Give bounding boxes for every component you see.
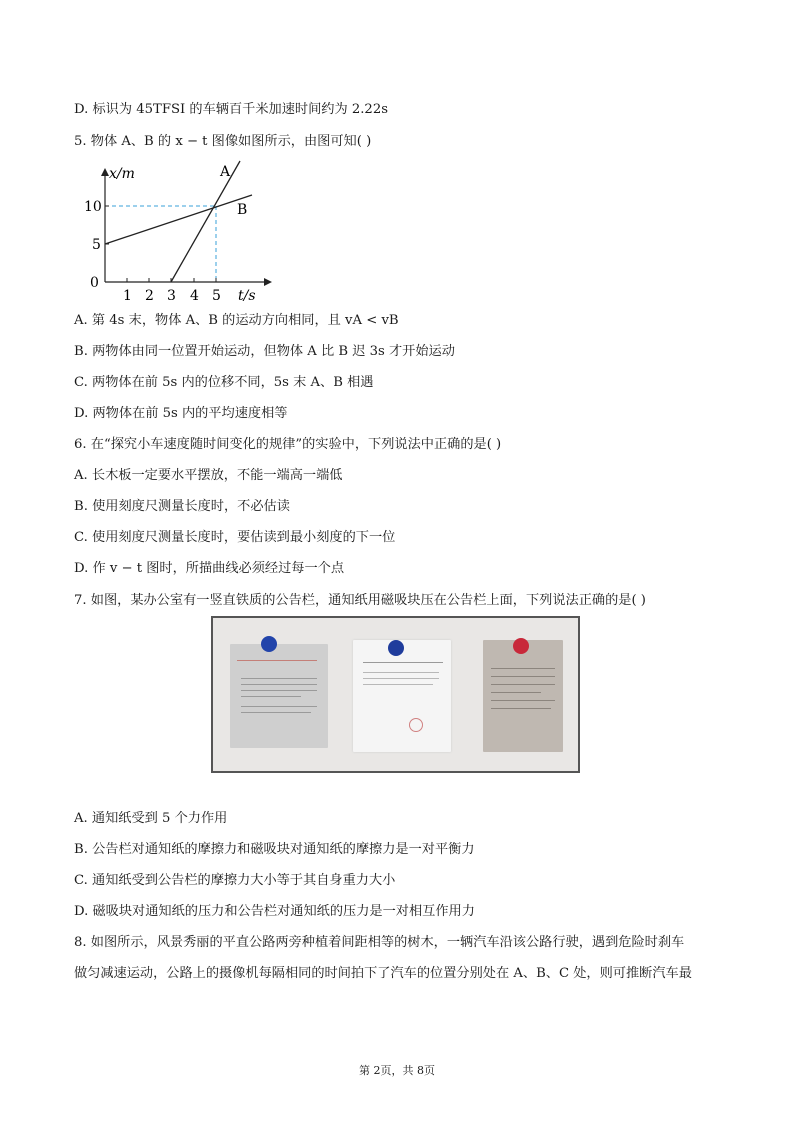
q7-option-d: D. 磁吸块对通知纸的压力和公告栏对通知纸的压力是一对相互作用力: [74, 904, 475, 919]
x-tick-3: 3: [167, 288, 176, 304]
q8-stem-line-2: 做匀减速运动，公路上的摄像机每隔相同的时间拍下了汽车的位置分别处在 A、B、C 处，则可推断汽车最: [74, 966, 692, 981]
q7-stem: 7. 如图，某办公室有一竖直铁质的公告栏，通知纸用磁吸块压在公告栏上面，下列说法正确的是( ): [74, 593, 646, 608]
q6-option-a: A. 长木板一定要水平摆放，不能一端高一端低: [74, 468, 343, 483]
x-tick-2: 2: [145, 288, 154, 304]
origin-label: 0: [90, 275, 99, 291]
y-axis-arrow: [101, 168, 109, 176]
q8-stem-line-1: 8. 如图所示，风景秀丽的平直公路两旁种植着间距相等的树木，一辆汽车沿该公路行驶，遇到危险时刹车: [74, 935, 685, 950]
q4-option-d: D. 标识为 45TFSI 的车辆百千米加速时间约为 2.22s: [74, 102, 388, 117]
page-footer: 第 2页，共 8页: [359, 1064, 435, 1077]
x-tick-5: 5: [212, 288, 221, 304]
magnet-1: [261, 636, 277, 652]
q7-option-a: A. 通知纸受到 5 个力作用: [74, 811, 228, 826]
y-tick-10: 10: [84, 199, 102, 215]
xt-graph: [74, 158, 274, 308]
notice-sheet-2: [353, 640, 451, 752]
x-axis-label: t/s: [238, 288, 256, 304]
notice-board-photo: [211, 616, 580, 773]
q5-option-b: B. 两物体由同一位置开始运动，但物体 A 比 B 迟 3s 才开始运动: [74, 344, 455, 359]
q6-option-b: B. 使用刻度尺测量长度时，不必估读: [74, 499, 290, 514]
line-b: [105, 195, 252, 244]
q5-option-d: D. 两物体在前 5s 内的平均速度相等: [74, 406, 288, 421]
magnet-2: [388, 640, 404, 656]
y-tick-5: 5: [92, 237, 101, 253]
q5-option-c: C. 两物体在前 5s 内的位移不同，5s 末 A、B 相遇: [74, 375, 374, 390]
line-a-label: A: [220, 164, 231, 180]
q5-stem: 5. 物体 A、B 的 x − t 图像如图所示，由图可知( ): [74, 134, 372, 149]
notice-sheet-3: [483, 640, 563, 752]
q6-stem: 6. 在“探究小车速度随时间变化的规律”的实验中，下列说法中正确的是( ): [74, 437, 502, 452]
x-tick-1: 1: [123, 288, 132, 304]
q7-option-b: B. 公告栏对通知纸的摩擦力和磁吸块对通知纸的摩擦力是一对平衡力: [74, 842, 475, 857]
q5-option-a: A. 第 4s 末，物体 A、B 的运动方向相同，且 vA < vB: [74, 313, 399, 328]
q6-option-d: D. 作 v − t 图时，所描曲线必须经过每一个点: [74, 561, 345, 576]
x-axis-arrow: [264, 278, 272, 286]
magnet-3: [513, 638, 529, 654]
q7-option-c: C. 通知纸受到公告栏的摩擦力大小等于其自身重力大小: [74, 873, 396, 888]
line-b-label: B: [237, 202, 248, 218]
y-axis-label: x/m: [109, 166, 135, 182]
q6-option-c: C. 使用刻度尺测量长度时，要估读到最小刻度的下一位: [74, 530, 396, 545]
x-tick-4: 4: [190, 288, 199, 304]
